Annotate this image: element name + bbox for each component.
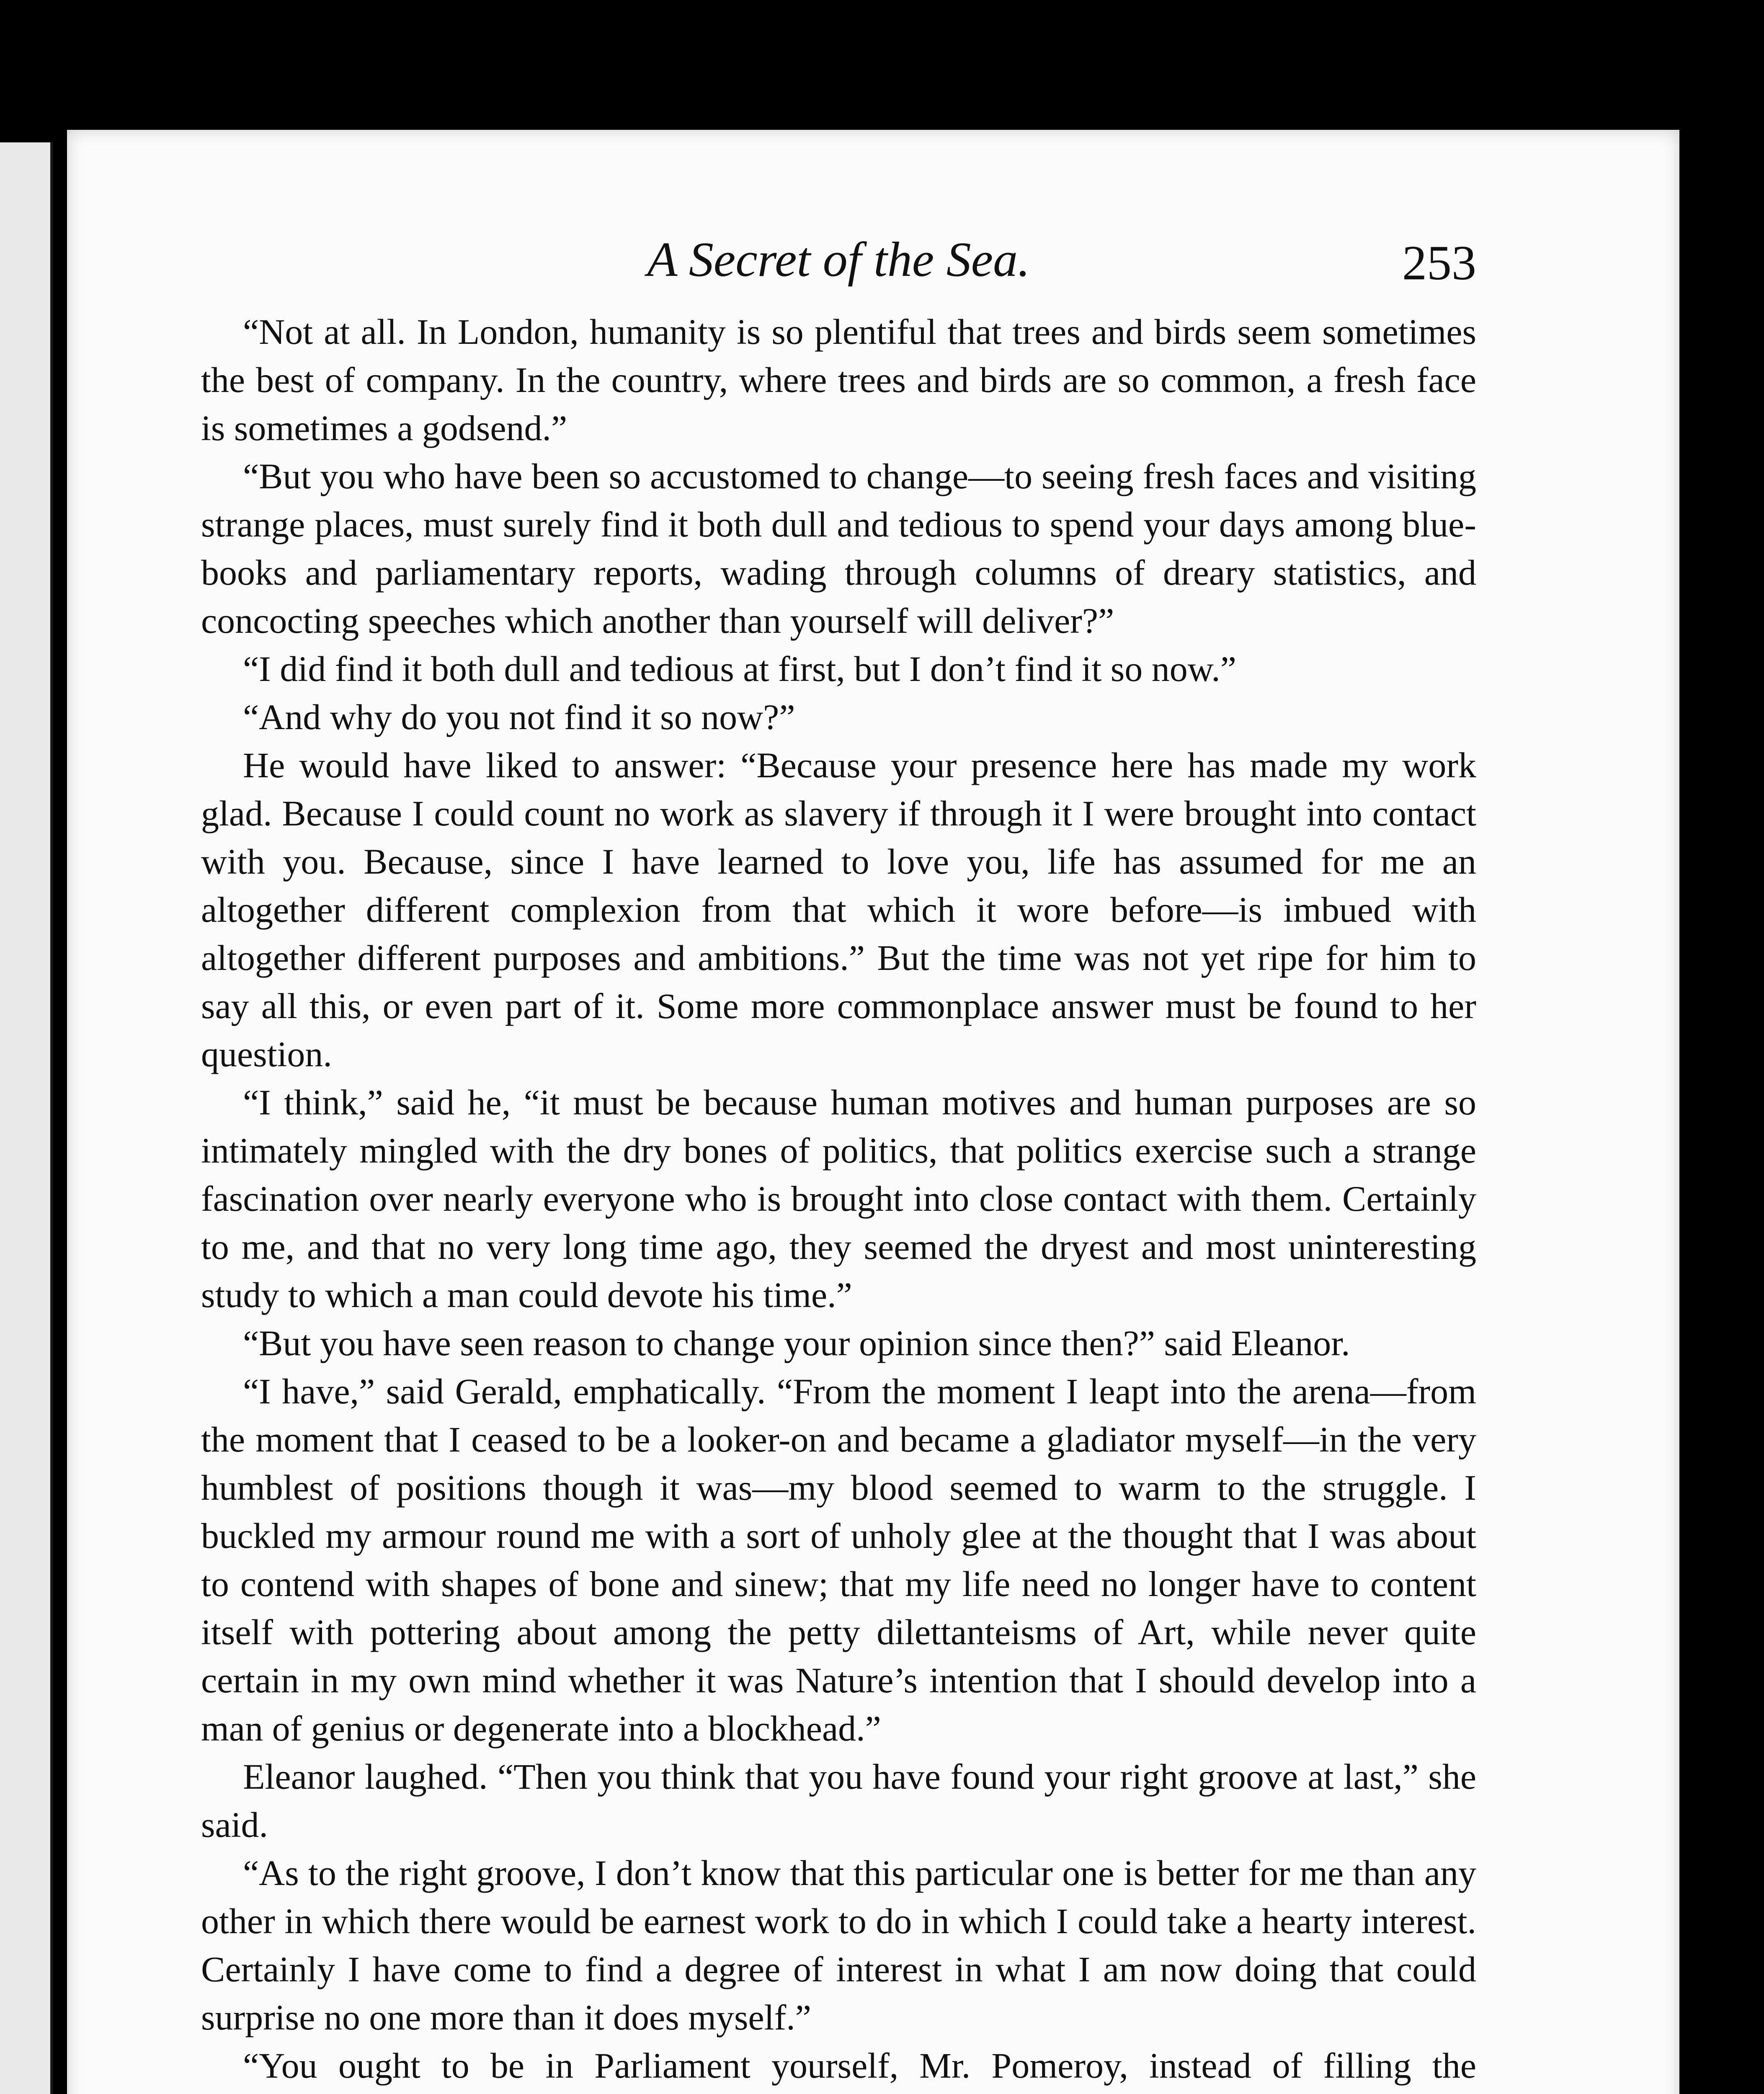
paragraph: “But you have seen reason to change your opinion since then?” said Eleanor. [243, 1323, 1350, 1363]
paragraph: “As to the right groove, I don’t know that this particular one is better for me than any other in which there would be earnest work to do in which I could take a hearty interest. Certainly I have come to find a degree of interest in what I am now doing that could surprise no one more than it does myself.” [201, 1853, 1476, 2037]
text-body [201, 308, 1476, 2094]
paragraph: “I have,” said Gerald, emphatically. “From the moment I leapt into the arena—from the moment that I ceased to be a looker-on and became a gladiator myself—in the very humblest of positions though it was—my blood seemed to warm to the struggle. I buckled my armour round me with a sort of unholy glee at the thought that I was about to contend with shapes of bone and sinew; that my life need no longer have to content itself with pottering about among the petty dilettanteisms of Art, while never quite certain in my own mind whether it was Nature’s intention that I should develop into a man of genius or degenerate into a blockhead.” [201, 1371, 1476, 1748]
facing-page-edge [0, 142, 53, 2094]
paragraph: “You ought to be in Parliament yourself, Mr. Pomeroy, instead of filling the [243, 2045, 1476, 2086]
paragraph: He would have liked to answer: “Because your presence here has made my work glad. Because I could count no work as slavery if through it I were brought into contact with you. Because, since I have learned to love you, life has assumed for me an altogether different complexion from that which it wore before—is imbued with altogether different purposes and ambitions.” But the time was not yet ripe for him to say all this, or even part of it. Some more commonplace answer must be found to her question. [201, 745, 1476, 1074]
paragraph: “But you who have been so accustomed to change—to seeing fresh faces and visiting strange places, must surely find it both dull and tedious to spend your days among blue-books and parliamentary reports, wading through columns of dreary statistics, and concocting speeches which another than yourself will deliver?” [201, 456, 1476, 641]
running-title: A Secret of the Sea. [647, 232, 1030, 287]
paragraph: “And why do you not find it so now?” [243, 697, 795, 737]
book-page [67, 130, 1679, 2094]
paragraph: “I did find it both dull and tedious at first, but I don’t find it so now.” [243, 649, 1236, 689]
paragraph: “Not at all. In London, humanity is so plentiful that trees and birds seem sometimes the best of company. In the country, where trees and birds are so common, a fresh face is sometimes a godsend.” [201, 312, 1476, 448]
page-number: 253 [1402, 235, 1476, 290]
paragraph: Eleanor laughed. “Then you think that you have found your right groove at last,” she said. [201, 1756, 1476, 1845]
page-header [201, 230, 1476, 297]
paragraph: “I think,” said he, “it must be because human motives and human purposes are so intimately mingled with the dry bones of politics, that politics exercise such a strange fascination over nearly everyone who is brought into close contact with them. Certainly to me, and that no very long time ago, they seemed the dryest and most uninteresting study to which a man could devote his time.” [201, 1082, 1476, 1315]
